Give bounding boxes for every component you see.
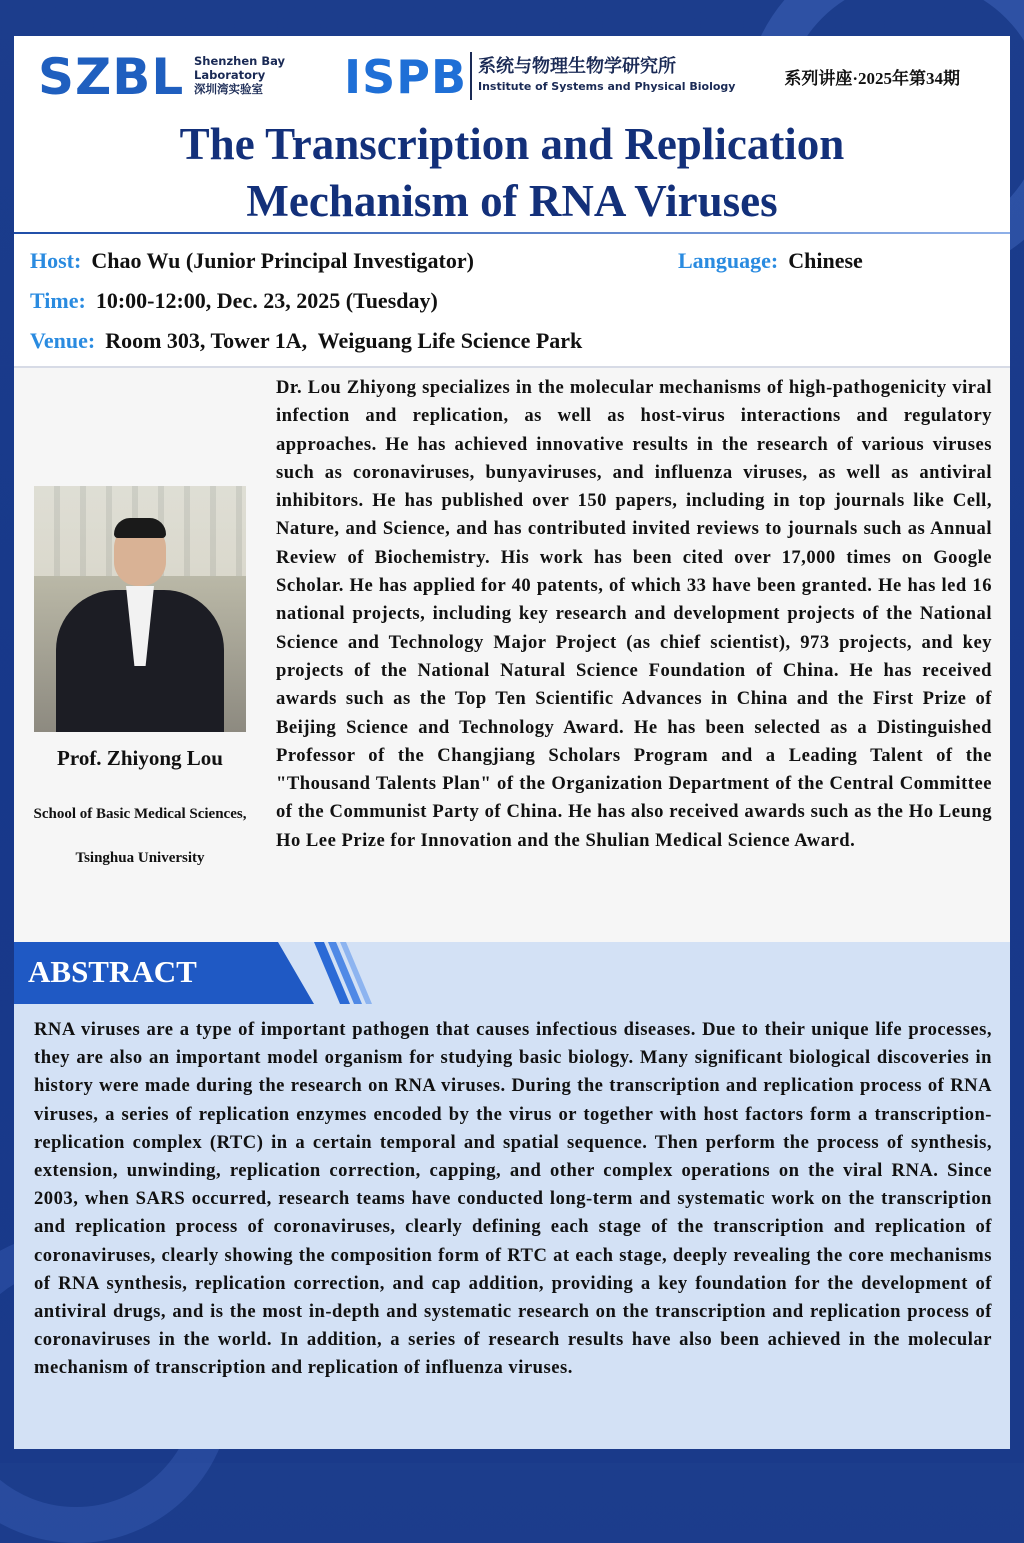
abstract-text: RNA viruses are a type of important pathogen that causes infectious diseases. Due to their unique life processes, they are also an important model organism for studying basic biology. Many significant biological discoveries in history were made during the research on RNA viruses. During the transcription and replication process of RNA viruses, a series of replication enzymes encoded by the virus or together with host factors form a transcription-replication complex (RTC) in a certain temporal and spatial sequence. Then perform the process of synthesis, extension, unwinding, replication correction, capping, and other complex operations on the viral RNA. Since 2003, when SARS occurred, research teams have conducted long-term and systematic work on the transcription and replication process of coronaviruses, clearly defining each stage of the transcription and replication of coronaviruses, clearly showing the composition form of RTC at each stage, deeply revealing the core mechanisms of RNA synthesis, replication correction, and cap addition, providing a key foundation for the development of antiviral drugs, and is the most in-depth and systematic research on the transcription and replication process of coronaviruses in the world. In addition, a series of research results have also been achieved in the molecular mechanism of transcription and replication of influenza viruses.: [34, 1019, 992, 1379]
speaker-section: [14, 366, 1010, 942]
title-line: Mechanism of RNA Viruses: [246, 176, 778, 226]
time-row: [30, 288, 438, 314]
ispb-chinese-name: 系统与物理生物学研究所: [478, 56, 676, 77]
time-value: 10:00-12:00, Dec. 23, 2025 (Tuesday): [95, 288, 438, 313]
title-line: The Transcription and Replication: [179, 119, 845, 169]
speaker-photo: [34, 486, 246, 732]
language-row: [678, 248, 863, 274]
szbl-logo: SZBL: [38, 48, 185, 106]
logo-divider: [470, 52, 472, 100]
szbl-line: 深圳湾实验室: [194, 82, 263, 96]
host-value: Chao Wu (Junior Principal Investigator): [91, 248, 474, 273]
venue-value: Room 303, Tower 1A, Weiguang Life Science Park: [105, 328, 583, 353]
venue-label: Venue:: [30, 328, 96, 353]
szbl-line: Shenzhen Bay: [194, 54, 285, 68]
ispb-logo: ISPB: [344, 50, 468, 104]
szbl-line: Laboratory: [194, 68, 266, 82]
banner-stripes: [310, 942, 390, 1004]
lecture-title: [14, 116, 1010, 230]
photo-hair: [114, 518, 166, 538]
speaker-name: Prof. Zhiyong Lou: [57, 746, 223, 770]
title-divider: [14, 232, 1010, 234]
host-label: Host:: [30, 248, 82, 273]
speaker-affiliation: School of Basic Medical Sciences, Tsinghua University: [33, 806, 247, 866]
language-label: Language:: [678, 248, 779, 273]
ispb-english-name: Institute of Systems and Physical Biology: [478, 80, 736, 93]
abstract-heading: ABSTRACT: [28, 954, 197, 989]
speaker-bio: Dr. Lou Zhiyong specializes in the molecular mechanisms of high-pathogenicity viral infection and replication, as well as host-virus interactions and regulatory approaches. He has achieved innovative results in the research of various viruses such as coronaviruses, bunyaviruses, and influenza viruses, as well as antiviral inhibitors. He has published over 150 papers, including in top journals like Cell, Nature, and Science, and has contributed invited reviews to journals such as Annual Review of Biochemistry. His work has been cited over 17,000 times on Google Scholar. He has applied for 40 patents, of which 33 have been granted. He has led 16 national projects, including key research and development projects of the National Science and Technology Major Project (as chief scientist), 973 projects, and key projects of the National Natural Science Foundation of China. He has received awards such as the Top Ten Scientific Advances in China and the First Prize of Beijing Science and Technology Award. He has been selected as a Distinguished Professor of the Changjiang Scholars Program and a Leading Talent of the "Thousand Talents Plan" of the Organization Department of the Central Committee of the Communist Party of China. He has also received awards such as the Ho Leung Ho Lee Prize for Innovation and the Shulian Medical Science Award.: [276, 377, 992, 851]
venue-row: [30, 328, 582, 354]
host-row: [30, 248, 474, 274]
time-label: Time:: [30, 288, 86, 313]
series-label: 系列讲座·2025年第34期: [784, 69, 960, 88]
szbl-logo-subtitle: [194, 54, 285, 96]
logo-header: [14, 36, 1010, 116]
language-value: Chinese: [788, 248, 863, 273]
poster-card: [14, 36, 1010, 1449]
abstract-section: [14, 942, 1010, 1449]
